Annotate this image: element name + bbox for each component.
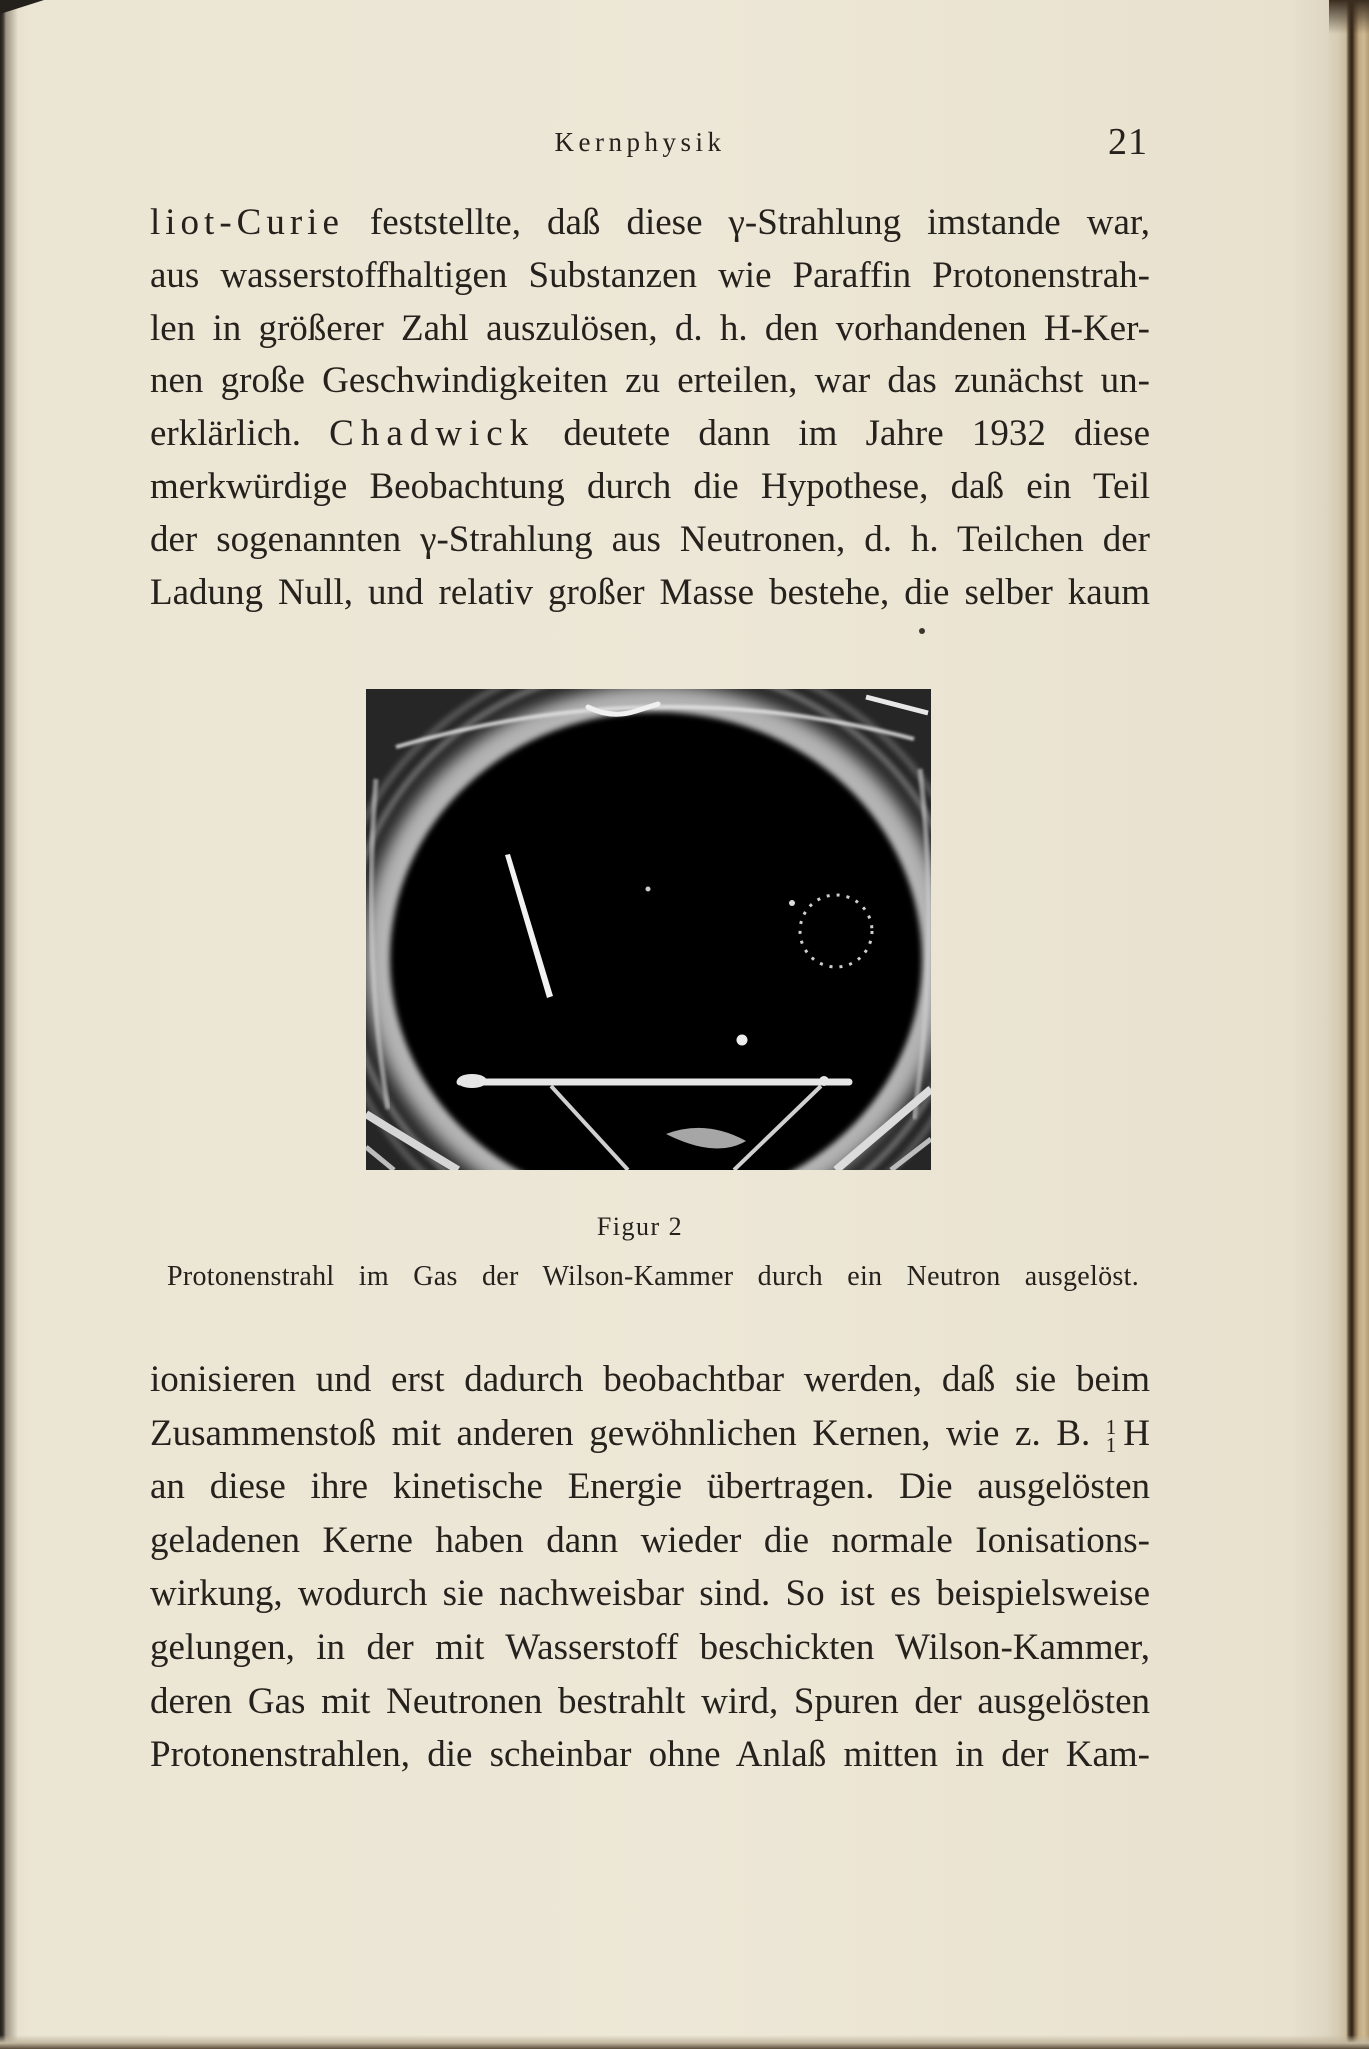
page-gutter-edge [0,0,18,2049]
page-corner-shadow [0,0,44,14]
page-number: 21 [1108,121,1148,163]
text-line [150,408,1150,461]
book-fore-edge [1326,0,1369,2049]
text-line [150,1728,1150,1782]
page-bottom-edge [0,2035,1369,2049]
figure-caption: Protonenstrahl im Gas der Wilson-Kammer durch ein Neutron ausgelöst. [167,1261,1139,1292]
text-line [150,1675,1150,1729]
letterspaced-name: Chadwick [329,413,536,455]
text-line [150,1567,1150,1621]
droplet [737,1035,748,1046]
line-text: Protonenstrahlen, die scheinbar ohne Anlaß mitten in der Kam- [150,1734,1150,1776]
text-line [150,250,1150,303]
text-line [150,1407,1150,1461]
text-line [150,567,1150,620]
line-text: erklärlich. [150,413,301,455]
text-line [150,355,1150,408]
figure [366,689,931,1170]
text-line [150,1353,1150,1407]
print-speck [919,628,925,634]
line-text: aus wasserstoffhaltigen Substanzen wie Paraffin Protonenstrah- [150,254,1150,296]
element-symbol: H [1123,1412,1151,1454]
text-line [150,1621,1150,1675]
line-text: deren Gas mit Neutronen bestrahlt wird, Spuren der ausgelösten [150,1680,1150,1722]
droplet [789,900,795,906]
line-text: der sogenannten γ-Strahlung aus Neutronen, d. h. Teilchen der [150,518,1150,560]
paragraph [150,197,1150,619]
line-text: merkwürdige Beobachtung durch die Hypothese, daß ein Teil [150,465,1150,507]
line-text: wirkung, wodurch sie nachweisbar sind. So ist es beispielsweise [150,1573,1150,1615]
support-bar-end [819,1076,829,1086]
line-text: deutete dann im Jahre 1932 diese [563,413,1150,455]
line-text: Zusammenstoß mit anderen gewöhnlichen Kernen, wie z. B. [150,1412,1091,1454]
atomic-number: 1 [1105,1432,1117,1457]
line-text: ionisieren und erst dadurch beobachtbar werden, daß sie beim [150,1359,1150,1400]
text-line [150,1460,1150,1514]
cloud-chamber-photo [366,689,931,1170]
letterspaced-name: liot-Curie [150,202,344,243]
droplet [646,887,651,892]
text-line [150,197,1150,250]
isotope-notation [1105,1414,1117,1457]
paragraph [150,1353,1150,1782]
line-text: an diese ihre kinetische Energie übertragen. Die ausgelösten [150,1466,1150,1508]
text-line [150,1514,1150,1568]
running-head: Kernphysik [554,127,726,157]
line-text: Ladung Null, und relativ großer Masse bestehe, die selber kaum [150,571,1150,613]
line-text: nen große Geschwindigkeiten zu erteilen, war das zunächst un- [150,360,1150,402]
line-text: geladenen Kerne haben dann wieder die normale Ionisations- [150,1519,1150,1561]
line-text: gelungen, in der mit Wasserstoff beschickten Wilson-Kammer, [150,1626,1150,1668]
line-text: len in größerer Zahl auszulösen, d. h. den vorhandenen H-Ker- [150,307,1150,349]
text-line [150,514,1150,567]
text-line [150,303,1150,356]
fore-edge-shadow [1329,0,1369,34]
figure-label: Figur 2 [596,1212,684,1241]
support-bar-end [457,1074,487,1088]
mass-number: 1 [1105,1414,1117,1439]
line-text: feststellte, daß diese γ-Strahlung imstande war, [369,202,1150,243]
text-line [150,461,1150,514]
